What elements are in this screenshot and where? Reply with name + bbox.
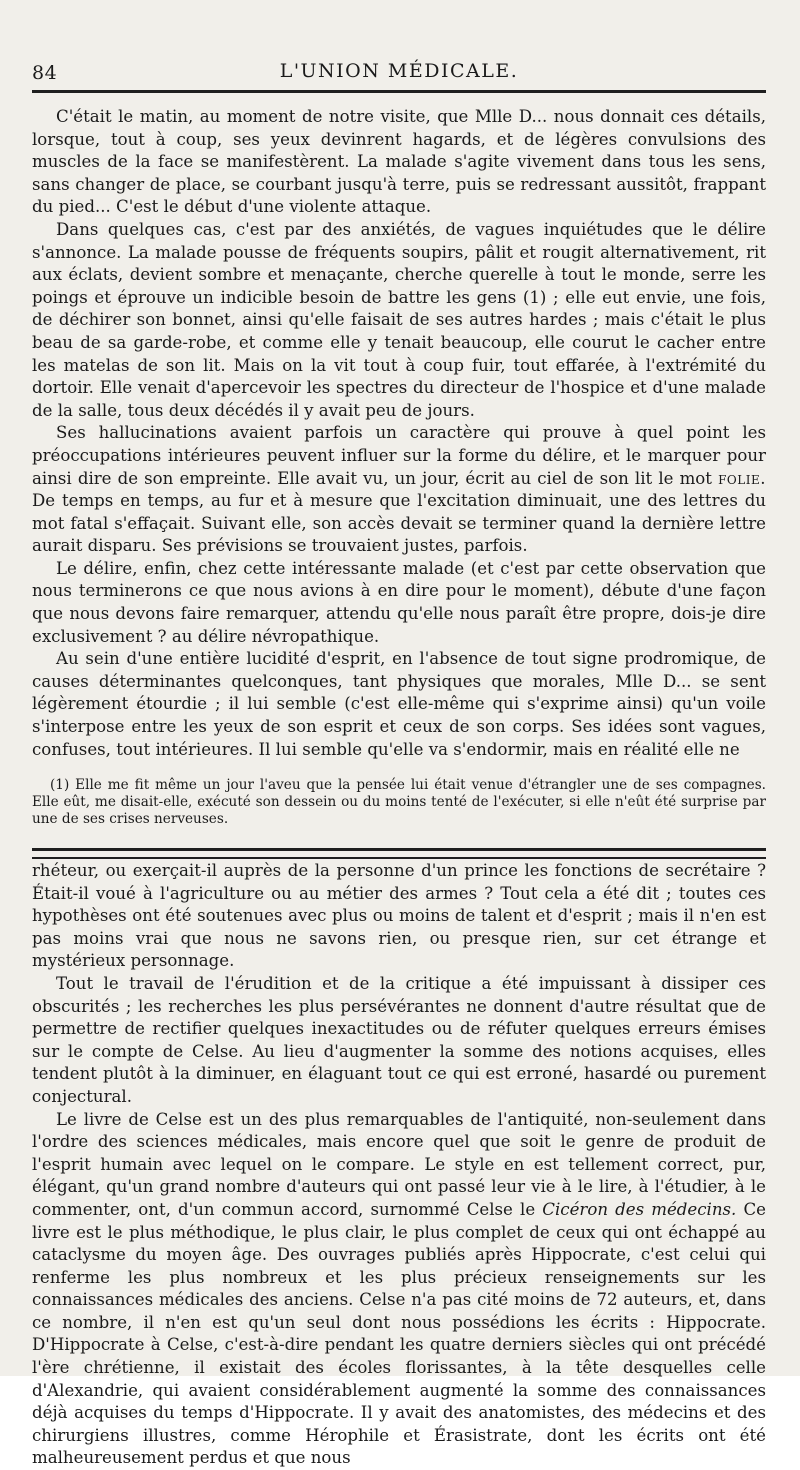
paragraph-1: C'était le matin, au moment de notre visite, que Mlle D... nous donnait ces détails, lorsque, tout à coup, ses yeux devinrent hagards, et de légères convulsions des muscles de la face se manifestèrent. La malade s'agite vivement dans tous les sens, sans changer de place, se courbant jusqu'à terre, puis se redressant aussitôt, frappant du pied... C'est le début d'une violente attaque. [32,107,766,217]
page-header [32,58,766,88]
journal-title: L'UNION MÉDICALE. [279,60,519,82]
feuilleton-paragraph-3-start: Le livre de Celse est un des plus remarquables de l'antiquité, non-seulement dans l'ordre des sciences médicales, mais encore quel que soit le genre de produit de l'esprit humain avec lequel on le compare. Le style en est tellement correct, pur, élégant, qu'un grand nombre d'auteurs qui ont passé leur vie à le lire, à l'étudier, à le commenter, ont, d'un commun accord, surnommé Celse le [32,1109,766,1219]
header-rule [32,90,766,93]
footnotes [32,777,766,828]
paragraph-3-end: De temps en temps, au fur et à mesure que l'excitation diminuait, une des lettres du mot fatal s'effaçait. Suivant elle, son accès devait se terminer quand la dernière lettre aurait disparu. Ses prévisions se trouvaient justes, parfois. [32,491,766,556]
feuilleton-section [32,860,766,1470]
paragraph-2: Dans quelques cas, c'est par des anxiétés, de vagues inquiétudes que le délire s'annonce. La malade pousse de fréquents soupirs, pâlit et rougit alternativement, rit aux éclats, devient sombre et menaçante, cherche querelle à tout le monde, serre les poings et éprouve un indicible besoin de battre les gens (1) ; elle eut envie, une fois, de déchirer son bonnet, ainsi qu'elle faisait de ses autres hardes ; mais c'était le plus beau de sa garde-robe, et comme elle y tenait beaucoup, elle courut le cacher entre les matelas de son lit. Mais on la vit tout à coup fuir, tout effarée, à l'extrémité du dortoir. Elle venait d'apercevoir les spectres du directeur de l'hospice et d'une malade de la salle, tous deux décédés il y avait peu de jours. [32,219,766,420]
italic-phrase: Cicéron des médecins. [542,1199,737,1219]
paragraph-5: Au sein d'une entière lucidité d'esprit, en l'absence de tout signe prodromique, de causes déterminantes quelconques, tant physiques que morales, Mlle D... se sent légèrement étourdie ; il lui semble (c'est elle-même qui s'exprime ainsi) qu'un voile s'interpose entre les yeux de son esprit et ceux de son corps. Ses idées sont vagues, confuses, tout intérieures. Il lui semble qu'elle va s'endormir, mais en réalité elle ne [32,649,766,759]
paragraph-4: Le délire, enfin, chez cette intéressante malade (et c'est par cette observation que nous terminerons ce que nous avions à en dire pour le moment), débute d'une façon que nous devons faire remarquer, attendu qu'elle nous paraît être propre, dois-je dire exclusivement ? au délire névropathique. [32,558,766,646]
feuilleton-paragraph-1: rhéteur, ou exerçait-il auprès de la personne d'un prince les fonctions de secrétaire ? Était-il voué à l'agriculture ou au métier des armes ? Tout cela a été dit ; toutes ces hypothèses ont été soutenues avec plus ou moins de talent et d'esprit ; mais il n'en est pas moins vrai que nous ne savons rien, ou presque rien, sur cet étrange et mystérieux personnage. [32,861,766,971]
feuilleton-paragraph-3 [32,1109,766,1470]
feuilleton-separator [32,848,766,859]
feuilleton-paragraph-3-end: Ce livre est le plus méthodique, le plus clair, le plus complet de ceux qui ont échappé au cataclysme du moyen âge. Des ouvrages publiés après Hippocrate, c'est celui qui renferme les plus nombreux et les plus précieux renseignements sur les connaissances médicales des anciens. Celse n'a pas cité moins de 72 auteurs, et, dans ce nombre, il n'en est qu'un seul dont nous possédions les écrits : Hippocrate. D'Hippocrate à Celse, c'est-à-dire pendant les quatre derniers siècles qui ont précédé l'ère chrétienne, il existait des écoles florissantes, à la tête desquelles celle d'Alexandrie, qui avaient considérablement augmenté la somme des connaissances déjà acquises du temps d'Hippocrate. Il y avait des anatomistes, des médecins et des chirurgiens illustres, comme Hérophile et Érasistrate, dont les écrits ont été malheureusement perdus et que nous [32,1199,767,1468]
paragraph-3-start: Ses hallucinations avaient parfois un caractère qui prouve à quel point les préoccupations intérieures peuvent influer sur la forme du délire, et le marquer pour ainsi dire de son empreinte. Elle avait vu, un jour, écrit au ciel de son lit le mot [32,423,766,488]
page-number: 84 [32,62,58,84]
paragraph-3 [32,422,766,558]
main-article [32,106,766,761]
word-folie: folie. [718,468,766,488]
feuilleton-paragraph-2: Tout le travail de l'érudition et de la critique a été impuissant à dissiper ces obscurités ; les recherches les plus persévérantes ne donnent d'autre résultat que de permettre de rectifier quelques inexactitudes ou de réfuter quelques erreurs émises sur le compte de Celse. Au lieu d'augmenter la somme des notions acquises, elles tendent plutôt à la diminuer, en élaguant tout ce qui est erroné, hasardé ou purement conjectural. [32,973,766,1106]
footnote-1: (1) Elle me fit même un jour l'aveu que la pensée lui était venue d'étrangler une de ses compagnes. Elle eût, me disait-elle, exécuté son dessein ou du moins tenté de l'exécuter, si elle n'eût été surprise par une de ses crises nerveuses. [32,777,766,827]
